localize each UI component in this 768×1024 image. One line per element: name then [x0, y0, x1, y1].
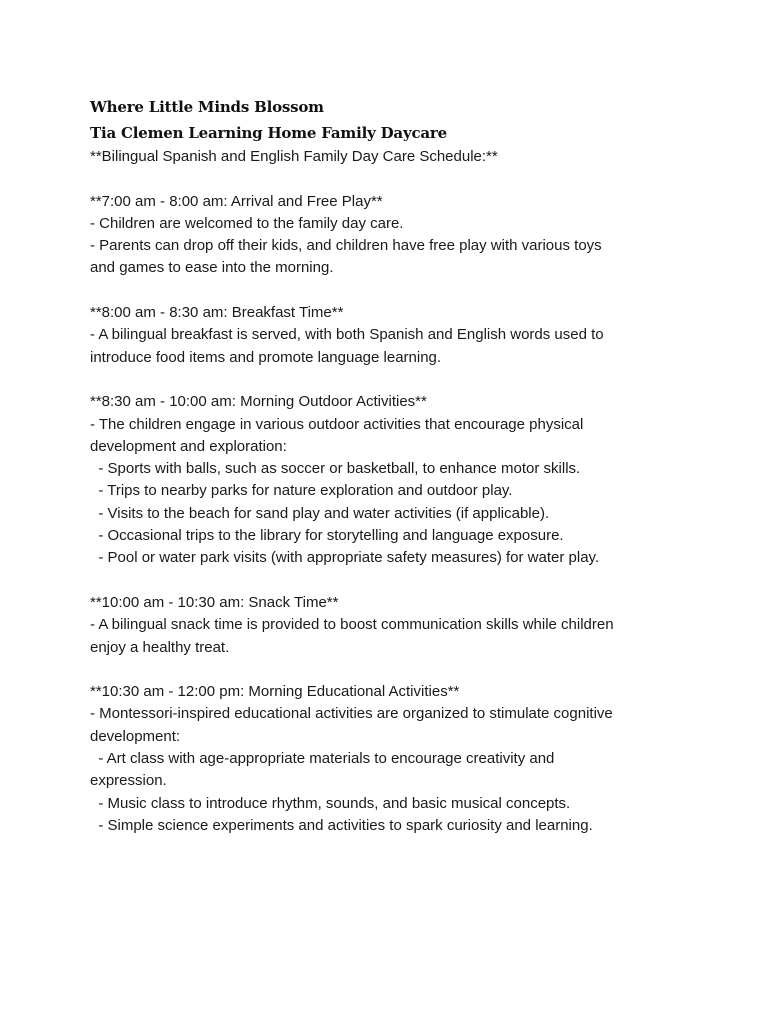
section-line: - The children engage in various outdoor activities that encourage physical: [90, 415, 584, 433]
section-heading: **8:30 am - 10:00 am: Morning Outdoor Activities**: [90, 393, 427, 411]
document-title-line-2: Tia Clemen Learning Home Family Daycare: [90, 124, 447, 142]
section-line: - A bilingual snack time is provided to boost communication skills while children: [90, 616, 614, 634]
section-line: development:: [90, 727, 181, 745]
section-heading: **7:00 am - 8:00 am: Arrival and Free Play**: [90, 192, 383, 210]
schedule-heading: **Bilingual Spanish and English Family Day Care Schedule:**: [90, 148, 498, 165]
section-line: - Art class with age-appropriate materials to encourage creativity and: [90, 750, 555, 768]
section-heading: **10:00 am - 10:30 am: Snack Time**: [90, 593, 339, 611]
section-heading: **10:30 am - 12:00 pm: Morning Educational Activities**: [90, 683, 460, 701]
section-line: enjoy a healthy treat.: [90, 638, 230, 656]
section-line: - Visits to the beach for sand play and water activities (if applicable).: [90, 504, 550, 522]
section-line: introduce food items and promote language learning.: [90, 348, 442, 366]
schedule-section: [90, 302, 690, 369]
section-line: - Music class to introduce rhythm, sounds, and basic musical concepts.: [90, 794, 571, 812]
schedule-section: [90, 191, 690, 280]
section-line: - Trips to nearby parks for nature exploration and outdoor play.: [90, 482, 513, 500]
schedule-section: [90, 391, 690, 569]
section-line: expression.: [90, 772, 167, 790]
section-line: - Montessori-inspired educational activities are organized to stimulate cognitive: [90, 705, 613, 723]
section-line: - A bilingual breakfast is served, with both Spanish and English words used to: [90, 326, 604, 344]
section-line: - Parents can drop off their kids, and children have free play with various toys: [90, 237, 602, 255]
section-line: - Children are welcomed to the family day care.: [90, 214, 404, 232]
section-heading: **8:00 am - 8:30 am: Breakfast Time**: [90, 304, 344, 322]
schedule-section: [90, 681, 690, 837]
document-title-line-1: Where Little Minds Blossom: [90, 98, 324, 116]
section-line: development and exploration:: [90, 437, 287, 455]
section-line: - Occasional trips to the library for storytelling and language exposure.: [90, 527, 564, 545]
schedule-section: [90, 592, 690, 659]
document-page: [90, 94, 690, 837]
section-line: - Simple science experiments and activities to spark curiosity and learning.: [90, 816, 593, 834]
section-line: - Sports with balls, such as soccer or basketball, to enhance motor skills.: [90, 460, 581, 478]
section-line: and games to ease into the morning.: [90, 259, 334, 277]
schedule-sections: [90, 191, 690, 838]
section-line: - Pool or water park visits (with appropriate safety measures) for water play.: [90, 549, 600, 567]
